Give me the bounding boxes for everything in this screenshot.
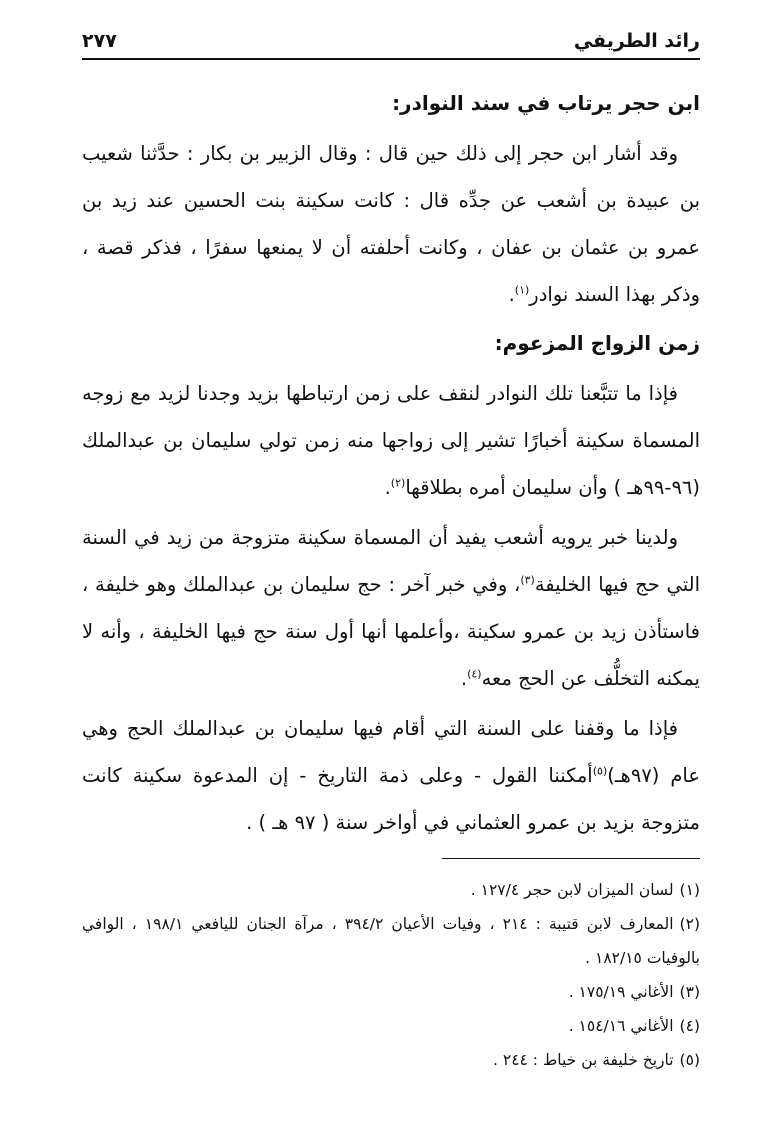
paragraph-text: فإذا ما تتبَّعنا تلك النوادر لنقف على زمن ارتباطها بزيد وجدنا لزيد مع زوجه المسماة سكينة أخبارًا تشير إلى زواجها منه زمن تولي سليمان بن عبدالملك (٩٦-٩٩هـ ) وأن سليمان أمره بطلاقها [82,382,700,499]
section-heading-ibn-hajar: ابن حجر يرتاب في سند النوادر: [392,91,700,115]
running-header [82,28,700,60]
footnote-text: لسان الميزان لابن حجر ١٢٧/٤ . [470,881,674,899]
paragraph-text: فإذا ما وقفنا على السنة التي أقام فيها سليمان بن عبدالملك الحج وهي عام (٩٧هـ) [82,717,700,787]
section-heading-marriage-time: زمن الزواج المزعوم: [494,331,700,355]
footnote-label: (٥) [679,1051,700,1069]
paragraph-tail: أمكننا القول - وعلى ذمة التاريخ - إن المدعوة سكينة كانت متزوجة بزيد بن عمرو العثماني في أواخر سنة ( ٩٧ هـ ) . [82,764,700,834]
paragraph-tail: . [508,283,515,306]
footnote-item [82,975,700,1009]
footnote-text: تاريخ خليفة بن خياط : ٢٤٤ . [493,1051,674,1069]
footnote-text: الأغاني ١٧٥/١٩ . [568,983,674,1001]
paragraph [82,514,700,702]
paragraph-text-continued: ، وفي خبر آخر : حج سليمان بن عبدالملك وهو خليفة ، فاستأذن زيد بن عمرو سكينة ،وأعلمها أنها أول سنة حج فيها الخليفة ، وأنه لا يمكنه التخلُّف عن الحج معه [82,573,700,690]
footnote-label: (٢) [679,915,700,933]
paragraph-tail: . [460,667,468,690]
footnote-label: (٣) [679,983,700,1001]
footnote-text: المعارف لابن قتيبة : ٢١٤ ، وفيات الأعيان ٣٩٤/٢ ، مرآة الجنان لليافعي ١٩٨/١ ، الوافي بالوفيات ١٨٢/١٥ . [82,915,700,967]
footnote-label: (٤) [679,1017,700,1035]
footnote-text: الأغاني ١٥٤/١٦ . [568,1017,674,1035]
footnote-marker[interactable]: (٥) [592,764,608,778]
footnote-marker[interactable]: (١) [514,283,530,297]
footnote-marker[interactable]: (٤) [467,667,482,681]
footnote-divider [442,858,700,859]
footnote-item [82,907,700,975]
footnotes [82,858,700,1077]
footnote-item [82,1009,700,1043]
paragraph [82,370,700,511]
paragraph-text: ولدينا خبر يرويه أشعب يفيد أن المسماة سكينة متزوجة من زيد في السنة التي حج فيها الخليفة [82,526,700,596]
page-number: ٢٧٧ [82,30,117,52]
header-author-title: رائد الطريفي [573,30,700,52]
paragraph-text: وقد أشار ابن حجر إلى ذلك حين قال : وقال الزبير بن بكار : حدَّثنا شعيب بن عبيدة بن أشعب عن جدِّه قال : كانت سكينة بنت الحسين عند زيد بن عمرو بن عثمان بن عفان ، وكانت أحلفته أن لا يمنعها سفرًا ، فذكر قصة ، وذكر بهذا السند نوادر [82,142,700,306]
footnote-label: (١) [679,881,700,899]
footnote-item [82,873,700,907]
footnote-marker[interactable]: (٣) [520,573,535,587]
footnote-item [82,1043,700,1077]
paragraph [82,130,700,318]
footnote-marker[interactable]: (٢) [390,476,406,490]
paragraph-tail: . [384,476,391,499]
paragraph [82,705,700,846]
main-text [82,78,700,849]
